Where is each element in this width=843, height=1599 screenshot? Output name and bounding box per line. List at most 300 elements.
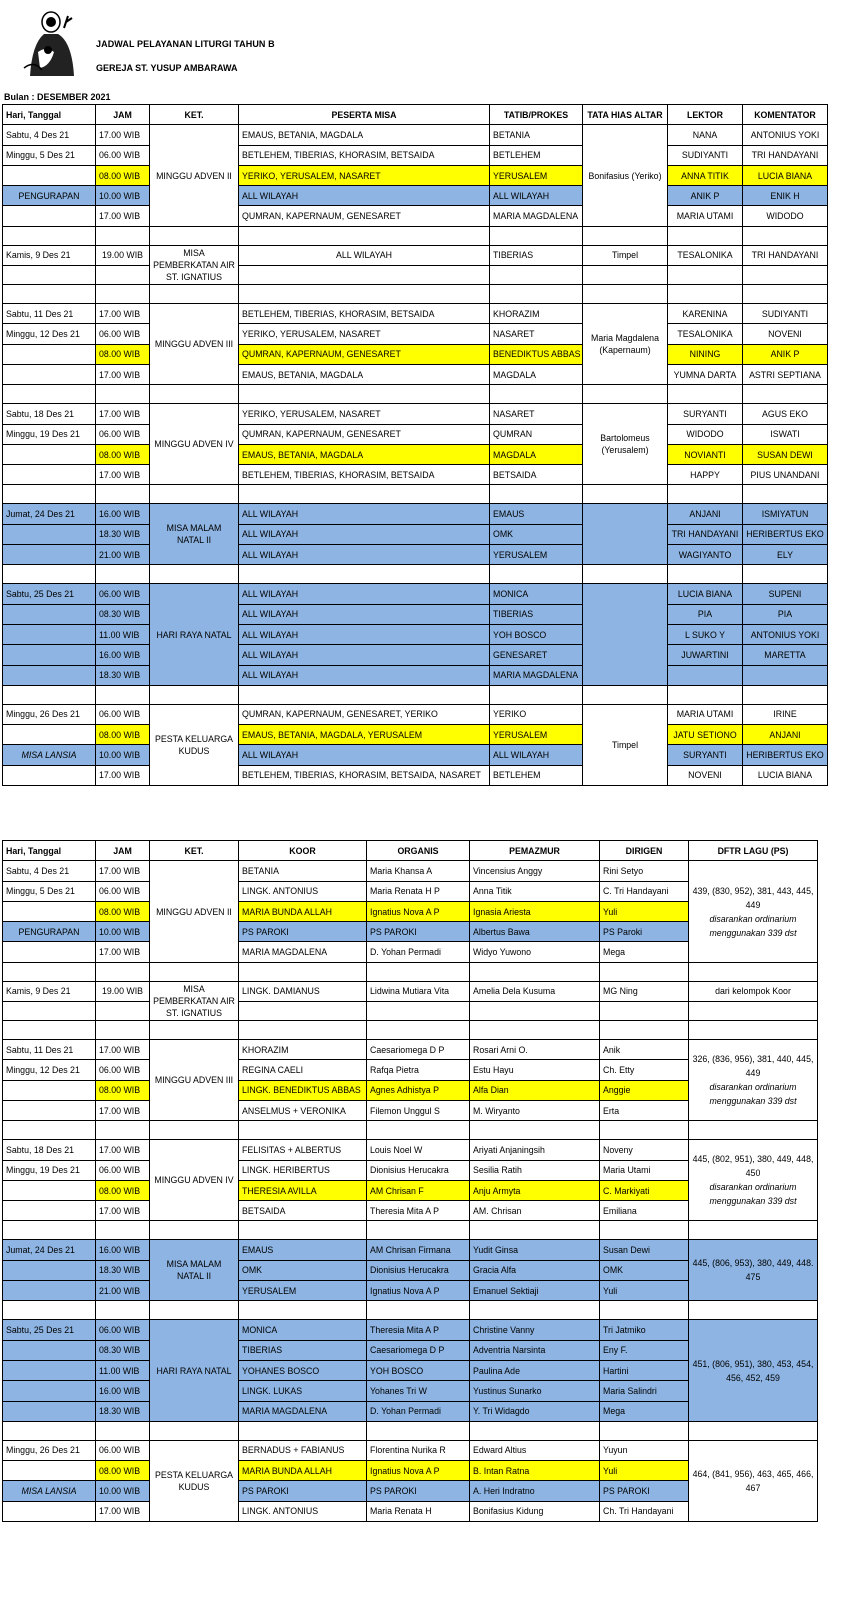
table-row (3, 504, 828, 524)
cell: WIDODO (743, 206, 828, 226)
cell: 08.00 WIB (96, 1461, 150, 1481)
cell (3, 524, 96, 544)
spacer-row (3, 385, 828, 404)
cell: IRINE (743, 704, 828, 724)
month-label: Bulan : DESEMBER 2021 (4, 92, 111, 102)
cell: 17.00 WIB (96, 1100, 150, 1120)
cell: Anggie (600, 1080, 689, 1100)
song-list-cell (689, 861, 818, 962)
cell (3, 725, 96, 745)
cell: ALL WILAYAH (490, 745, 583, 765)
cell: 08.00 WIB (96, 1080, 150, 1100)
col-header: KET. (150, 105, 239, 125)
cell: MISA LANSIA (3, 1481, 96, 1501)
table-row (3, 206, 828, 226)
cell: LINGK. ANTONIUS (239, 1501, 367, 1521)
cell: ISMIYATUN (743, 504, 828, 524)
cell: QUMRAN, KAPERNAUM, GENESARET, YERIKO (239, 704, 490, 724)
cell (3, 465, 96, 485)
cell: Anna Titik (470, 881, 600, 901)
cell: Yohanes Tri W (367, 1381, 470, 1401)
altar-cell: Bartolomeus (Yerusalem) (583, 404, 668, 485)
cell: Maria Renata H (367, 1501, 470, 1521)
cell: YERIKO, YERUSALEM, NASARET (239, 404, 490, 424)
cell (3, 1281, 96, 1301)
cell: YERIKO, YERUSALEM, NASARET (239, 165, 490, 185)
cell: Minggu, 26 Des 21 (3, 704, 96, 724)
spacer-row (3, 1021, 818, 1040)
cell: KHORAZIM (490, 304, 583, 324)
col-header: Hari, Tanggal (3, 105, 96, 125)
cell: Mega (600, 1401, 689, 1421)
cell: 08.00 WIB (96, 1180, 150, 1200)
cell: Emiliana (600, 1201, 689, 1221)
cell (3, 1180, 96, 1200)
col-header: DFTR LAGU (PS) (689, 841, 818, 861)
altar-cell (583, 584, 668, 685)
cell: Ch. Etty (600, 1060, 689, 1080)
cell: BERNADUS + FABIANUS (239, 1440, 367, 1460)
cell: 17.00 WIB (96, 942, 150, 962)
cell: Adventria Narsinta (470, 1340, 600, 1360)
cell: Yudit Ginsa (470, 1240, 600, 1260)
cell: Edward Altius (470, 1440, 600, 1460)
cell: 10.00 WIB (96, 186, 150, 206)
cell: 18.30 WIB (96, 1401, 150, 1421)
cell: Theresia Mita A P (367, 1201, 470, 1221)
document-header (0, 0, 843, 104)
cell: C. Markiyati (600, 1180, 689, 1200)
cell: HERIBERTUS EKO (743, 524, 828, 544)
cell: Jumat, 24 Des 21 (3, 504, 96, 524)
cell: NINING (668, 344, 743, 364)
cell: QUMRAN (490, 424, 583, 444)
cell: D. Yohan Permadi (367, 942, 470, 962)
spacer-row (3, 226, 828, 245)
cell: NOVENI (743, 324, 828, 344)
cell: ANTONIUS YOKI (743, 125, 828, 145)
cell: NOVENI (668, 765, 743, 785)
cell: MARIA MAGDALENA (490, 665, 583, 685)
cell: EMAUS (490, 504, 583, 524)
col-header: PESERTA MISA (239, 105, 490, 125)
col-header: KOOR (239, 841, 367, 861)
cell: HERIBERTUS EKO (743, 745, 828, 765)
cell: ENIK H (743, 186, 828, 206)
schedule-table-officers (2, 104, 828, 786)
cell: 17.00 WIB (96, 765, 150, 785)
cell: 06.00 WIB (96, 324, 150, 344)
cell: MARIA MAGDALENA (490, 206, 583, 226)
table-row (3, 604, 828, 624)
cell: 17.00 WIB (96, 1040, 150, 1060)
cell: QUMRAN, KAPERNAUM, GENESARET (239, 206, 490, 226)
cell: Sabtu, 4 Des 21 (3, 125, 96, 145)
cell: Y. Tri Widagdo (470, 1401, 600, 1421)
cell: Estu Hayu (470, 1060, 600, 1080)
cell: PENGURAPAN (3, 186, 96, 206)
cell: Sabtu, 11 Des 21 (3, 1040, 96, 1060)
cell: ALL WILAYAH (239, 645, 490, 665)
table-row (3, 186, 828, 206)
cell: PS PAROKI (239, 1481, 367, 1501)
cell: Ignatius Nova A P (367, 1281, 470, 1301)
ket-cell: PESTA KELUARGA KUDUS (150, 704, 239, 785)
table-header-row (3, 105, 828, 125)
schedule-table-music (2, 840, 818, 1522)
cell: BETANIA (239, 861, 367, 881)
song-numbers: 439, (830, 952), 381, 443, 445, 449 (692, 885, 814, 910)
cell: MARIA MAGDALENA (239, 1401, 367, 1421)
cell (3, 165, 96, 185)
cell: PENGURAPAN (3, 922, 96, 942)
cell: TIBERIAS (490, 604, 583, 624)
cell: 21.00 WIB (96, 1281, 150, 1301)
cell: PS PAROKI (367, 1481, 470, 1501)
cell: Sabtu, 4 Des 21 (3, 861, 96, 881)
cell: 10.00 WIB (96, 745, 150, 765)
cell: Anju Armyta (470, 1180, 600, 1200)
cell: Minggu, 19 Des 21 (3, 1160, 96, 1180)
cell: YOH BOSCO (367, 1360, 470, 1380)
cell: A. Heri Indratno (470, 1481, 600, 1501)
cell: 18.30 WIB (96, 1260, 150, 1280)
cell: Tri Jatmiko (600, 1320, 689, 1340)
cell: ELY (743, 545, 828, 565)
cell: Christine Vanny (470, 1320, 600, 1340)
col-header: TATA HIAS ALTAR (583, 105, 668, 125)
cell: LUCIA BIANA (743, 165, 828, 185)
cell: Caesariomega D P (367, 1340, 470, 1360)
cell: 19.00 WIB (96, 981, 150, 1001)
cell: Ariyati Anjaningsih (470, 1140, 600, 1160)
cell: NASARET (490, 324, 583, 344)
cell: Emanuel Sektiaji (470, 1281, 600, 1301)
cell: Minggu, 26 Des 21 (3, 1440, 96, 1460)
cell: Yuli (600, 1461, 689, 1481)
cell: THERESIA AVILLA (239, 1180, 367, 1200)
cell: 06.00 WIB (96, 1320, 150, 1340)
cell: MONICA (239, 1320, 367, 1340)
cell: NASARET (490, 404, 583, 424)
cell: ALL WILAYAH (239, 504, 490, 524)
cell: YERIKO (490, 704, 583, 724)
cell: Paulina Ade (470, 1360, 600, 1380)
table-row (3, 1240, 818, 1260)
cell: YERUSALEM (490, 725, 583, 745)
cell: ANNA TITIK (668, 165, 743, 185)
cell: Eny F. (600, 1340, 689, 1360)
cell: ANIK P (743, 344, 828, 364)
ket-cell: MISA PEMBERKATAN AIR ST. IGNATIUS (150, 245, 239, 284)
cell: ISWATI (743, 424, 828, 444)
cell: 11.00 WIB (96, 624, 150, 644)
cell: BETSAIDA (490, 465, 583, 485)
ket-cell: MINGGU ADVEN II (150, 125, 239, 226)
cell: ANSELMUS + VERONIKA (239, 1100, 367, 1120)
cell: TRI HANDAYANI (668, 524, 743, 544)
cell: JATU SETIONO (668, 725, 743, 745)
cell: Lidwina Mutiara Vita (367, 981, 470, 1001)
cell: 16.00 WIB (96, 645, 150, 665)
cell (3, 364, 96, 384)
cell: BETLEHEM, TIBERIAS, KHORASIM, BETSAIDA (239, 465, 490, 485)
cell: Rini Setyo (600, 861, 689, 881)
cell: Jumat, 24 Des 21 (3, 1240, 96, 1260)
cell: Minggu, 12 Des 21 (3, 324, 96, 344)
table-row (3, 745, 828, 765)
cell: MONICA (490, 584, 583, 604)
cell: OMK (600, 1260, 689, 1280)
cell: YERUSALEM (490, 165, 583, 185)
cell: TIBERIAS (490, 245, 583, 265)
cell: PS Paroki (600, 922, 689, 942)
cell (3, 1501, 96, 1521)
altar-cell: Maria Magdalena (Kapernaum) (583, 304, 668, 385)
spacer-row (3, 962, 818, 981)
cell: ALL WILAYAH (239, 624, 490, 644)
cell: Susan Dewi (600, 1240, 689, 1260)
cell: YUMNA DARTA (668, 364, 743, 384)
col-header: Hari, Tanggal (3, 841, 96, 861)
cell: MAGDALA (490, 364, 583, 384)
cell: BETLEHEM, TIBERIAS, KHORASIM, BETSAIDA (239, 145, 490, 165)
spacer-row (3, 1421, 818, 1440)
cell: 16.00 WIB (96, 1381, 150, 1401)
cell: NOVIANTI (668, 444, 743, 464)
song-list-cell (689, 1140, 818, 1221)
cell: BETANIA (490, 125, 583, 145)
table-row (3, 304, 828, 324)
cell (3, 901, 96, 921)
cell: OMK (490, 524, 583, 544)
cell (3, 1340, 96, 1360)
cell: MARIA MAGDALENA (239, 942, 367, 962)
table-row (3, 344, 828, 364)
cell: Louis Noel W (367, 1140, 470, 1160)
cell (3, 1381, 96, 1401)
cell: EMAUS, BETANIA, MAGDALA, YERUSALEM (239, 725, 490, 745)
table-row (3, 245, 828, 265)
cell: Gracia Alfa (470, 1260, 600, 1280)
cell (3, 1201, 96, 1221)
cell: EMAUS, BETANIA, MAGDALA (239, 364, 490, 384)
cell: Sabtu, 18 Des 21 (3, 1140, 96, 1160)
cell: 06.00 WIB (96, 1160, 150, 1180)
ket-cell: MINGGU ADVEN III (150, 304, 239, 385)
cell (3, 545, 96, 565)
table-row (3, 665, 828, 685)
cell: 08.00 WIB (96, 725, 150, 745)
cell: ALL WILAYAH (239, 584, 490, 604)
table-row (3, 404, 828, 424)
table-row (3, 1440, 818, 1460)
cell (3, 1100, 96, 1120)
cell: 17.00 WIB (96, 364, 150, 384)
cell: 17.00 WIB (96, 1201, 150, 1221)
cell: AM. Chrisan (470, 1201, 600, 1221)
table-row (3, 624, 828, 644)
cell: QUMRAN, KAPERNAUM, GENESARET (239, 424, 490, 444)
cell: ANIK P (668, 186, 743, 206)
cell: SUDIYANTI (668, 145, 743, 165)
cell: Minggu, 5 Des 21 (3, 145, 96, 165)
table-row (3, 1040, 818, 1060)
cell: Anik (600, 1040, 689, 1060)
cell: Maria Utami (600, 1160, 689, 1180)
cell: ALL WILAYAH (239, 245, 490, 265)
cell: 19.00 WIB (96, 245, 150, 265)
cell: BETLEHEM, TIBERIAS, KHORASIM, BETSAIDA, NASARET (239, 765, 490, 785)
altar-cell: Timpel (583, 704, 668, 785)
cell: Minggu, 12 Des 21 (3, 1060, 96, 1080)
ket-cell: MISA PEMBERKATAN AIR ST. IGNATIUS (150, 981, 239, 1020)
cell: PIA (668, 604, 743, 624)
cell: Rafqa Pietra (367, 1060, 470, 1080)
cell: PS PAROKI (239, 922, 367, 942)
cell: Maria Salindri (600, 1381, 689, 1401)
song-numbers: 445, (802, 951), 380, 449, 448, 450 (692, 1154, 814, 1179)
cell: Maria Khansa A (367, 861, 470, 881)
cell: TRI HANDAYANI (743, 145, 828, 165)
cell: TRI HANDAYANI (743, 245, 828, 265)
cell: Kamis, 9 Des 21 (3, 245, 96, 265)
table-row (3, 584, 828, 604)
cell: Sabtu, 18 Des 21 (3, 404, 96, 424)
cell: 06.00 WIB (96, 1060, 150, 1080)
cell: PIUS UNANDANI (743, 465, 828, 485)
cell (743, 665, 828, 685)
cell: Sesilia Ratih (470, 1160, 600, 1180)
cell: NANA (668, 125, 743, 145)
cell: 17.00 WIB (96, 404, 150, 424)
cell (3, 1260, 96, 1280)
cell: 21.00 WIB (96, 545, 150, 565)
song-list-cell (689, 1040, 818, 1121)
cell: LUCIA BIANA (668, 584, 743, 604)
cell: MARETTA (743, 645, 828, 665)
cell: 10.00 WIB (96, 1481, 150, 1501)
cell: PIA (743, 604, 828, 624)
table-row (3, 545, 828, 565)
ket-cell: MINGGU ADVEN III (150, 1040, 239, 1121)
cell: Bonifasius Kidung (470, 1501, 600, 1521)
cell: Minggu, 19 Des 21 (3, 424, 96, 444)
ket-cell: HARI RAYA NATAL (150, 584, 239, 685)
saint-joseph-logo (20, 8, 82, 78)
cell: ALL WILAYAH (490, 186, 583, 206)
col-header: DIRIGEN (600, 841, 689, 861)
cell: Theresia Mita A P (367, 1320, 470, 1340)
cell: ALL WILAYAH (239, 604, 490, 624)
cell: 18.30 WIB (96, 665, 150, 685)
cell: Dionisius Herucakra (367, 1260, 470, 1280)
cell: AM Chrisan Firmana (367, 1240, 470, 1260)
cell: YERUSALEM (239, 1281, 367, 1301)
altar-cell: Bonifasius (Yeriko) (583, 125, 668, 226)
cell: Alfa Dian (470, 1080, 600, 1100)
ket-cell: PESTA KELUARGA KUDUS (150, 1440, 239, 1521)
cell: 06.00 WIB (96, 1440, 150, 1460)
col-header: JAM (96, 105, 150, 125)
cell: 17.00 WIB (96, 1501, 150, 1521)
cell: GENESARET (490, 645, 583, 665)
table-row (3, 424, 828, 444)
cell: 08.00 WIB (96, 901, 150, 921)
ket-cell: MINGGU ADVEN IV (150, 1140, 239, 1221)
cell: 08.00 WIB (96, 165, 150, 185)
cell: Dionisius Herucakra (367, 1160, 470, 1180)
cell (3, 444, 96, 464)
cell: Sabtu, 25 Des 21 (3, 584, 96, 604)
table-row (3, 125, 828, 145)
spacer-row (3, 1002, 818, 1021)
cell: HAPPY (668, 465, 743, 485)
cell: ALL WILAYAH (239, 186, 490, 206)
cell: Sabtu, 25 Des 21 (3, 1320, 96, 1340)
cell: 08.00 WIB (96, 444, 150, 464)
cell: 17.00 WIB (96, 861, 150, 881)
cell: TIBERIAS (239, 1340, 367, 1360)
cell: BETLEHEM (490, 765, 583, 785)
cell: 06.00 WIB (96, 704, 150, 724)
col-header: LEKTOR (668, 105, 743, 125)
table-row (3, 465, 828, 485)
cell (3, 942, 96, 962)
song-list-cell: dari kelompok Koor (689, 981, 818, 1001)
cell: 11.00 WIB (96, 1360, 150, 1380)
song-list-cell: 445, (806, 953), 380, 449, 448. 475 (689, 1240, 818, 1301)
spacer-row (3, 1301, 818, 1320)
table-row (3, 704, 828, 724)
table-row (3, 861, 818, 881)
cell: Kamis, 9 Des 21 (3, 981, 96, 1001)
cell: ASTRI SEPTIANA (743, 364, 828, 384)
table-row (3, 444, 828, 464)
cell: Agnes Adhistya P (367, 1080, 470, 1100)
spacer-row (3, 1121, 818, 1140)
cell: ANJANI (743, 725, 828, 745)
cell: 08.00 WIB (96, 344, 150, 364)
spacer-row (3, 1221, 818, 1240)
cell: 17.00 WIB (96, 1140, 150, 1160)
table-row (3, 364, 828, 384)
table-header-row (3, 841, 818, 861)
cell: KARENINA (668, 304, 743, 324)
cell: B. Intan Ratna (470, 1461, 600, 1481)
cell: REGINA CAELI (239, 1060, 367, 1080)
cell: Amelia Dela Kusuma (470, 981, 600, 1001)
cell: BETLEHEM, TIBERIAS, KHORASIM, BETSAIDA (239, 304, 490, 324)
cell: JUWARTINI (668, 645, 743, 665)
spacer-row (3, 565, 828, 584)
cell: WAGIYANTO (668, 545, 743, 565)
cell: 06.00 WIB (96, 881, 150, 901)
cell: YERUSALEM (490, 545, 583, 565)
cell: D. Yohan Permadi (367, 1401, 470, 1421)
altar-cell: Timpel (583, 245, 668, 265)
cell: 16.00 WIB (96, 1240, 150, 1260)
cell: Ignasia Ariesta (470, 901, 600, 921)
ket-cell: MINGGU ADVEN IV (150, 404, 239, 485)
cell (3, 665, 96, 685)
cell: TESALONIKA (668, 324, 743, 344)
cell: L SUKO Y (668, 624, 743, 644)
cell: 06.00 WIB (96, 584, 150, 604)
table-row (3, 1320, 818, 1340)
song-numbers: 326, (836, 956), 381, 440, 445, 449 (692, 1054, 814, 1079)
ket-cell: HARI RAYA NATAL (150, 1320, 239, 1421)
